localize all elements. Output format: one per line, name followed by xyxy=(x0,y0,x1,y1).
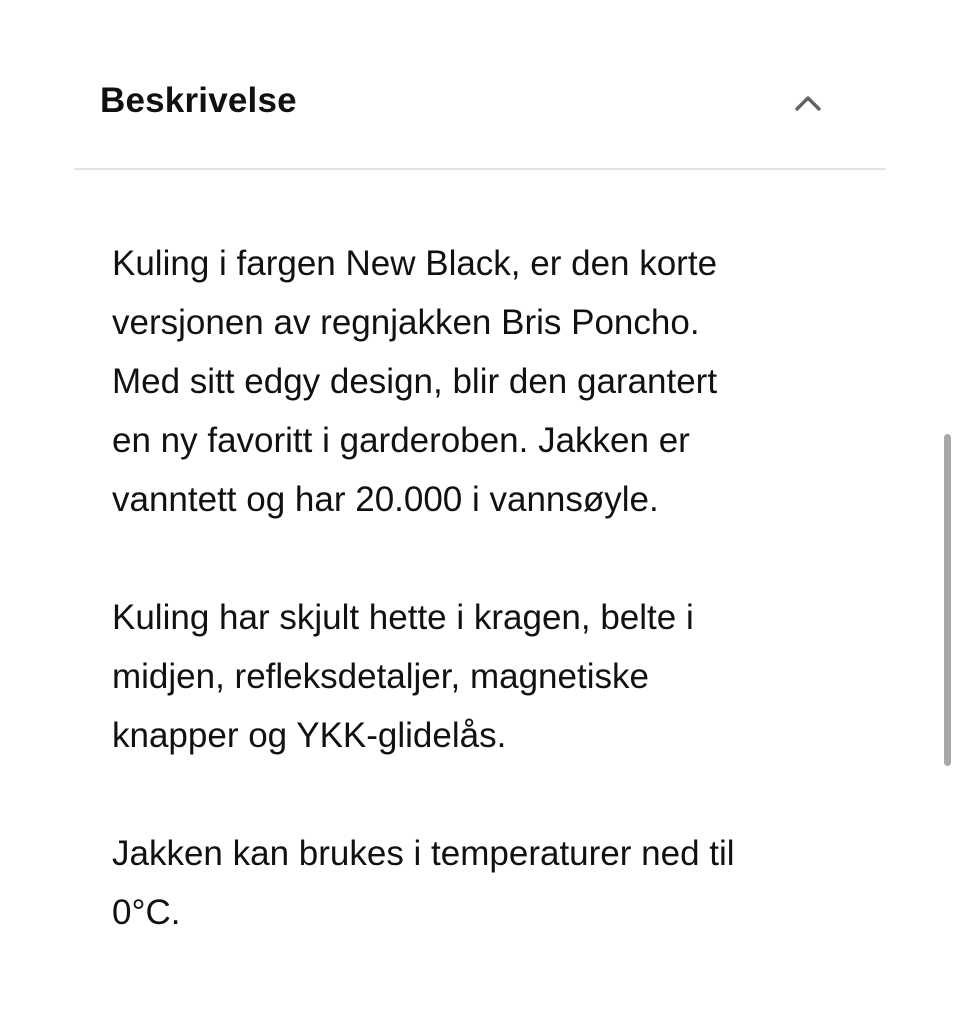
description-paragraph: Jakken kan brukes i temperaturer ned til 0°C. xyxy=(112,834,735,932)
chevron-up-icon[interactable] xyxy=(792,88,824,120)
scrollbar[interactable] xyxy=(942,426,952,772)
description-paragraph: Kuling i fargen New Black, er den korte versjonen av regnjakken Bris Poncho. Med sitt edgy design, blir den garantert en ny favoritt i garderoben. Jakken er vanntett og har 20.000 i vannsøyle. xyxy=(112,244,718,519)
description-body xyxy=(112,234,872,1001)
description-paragraph: Kuling har skjult hette i kragen, belte i midjen, refleksdetaljer, magnetiske knapper og YKK-glidelås. xyxy=(112,598,694,755)
scrollbar-thumb[interactable] xyxy=(944,434,951,766)
accordion-header[interactable] xyxy=(74,0,886,170)
accordion-title: Beskrivelse xyxy=(100,81,297,120)
